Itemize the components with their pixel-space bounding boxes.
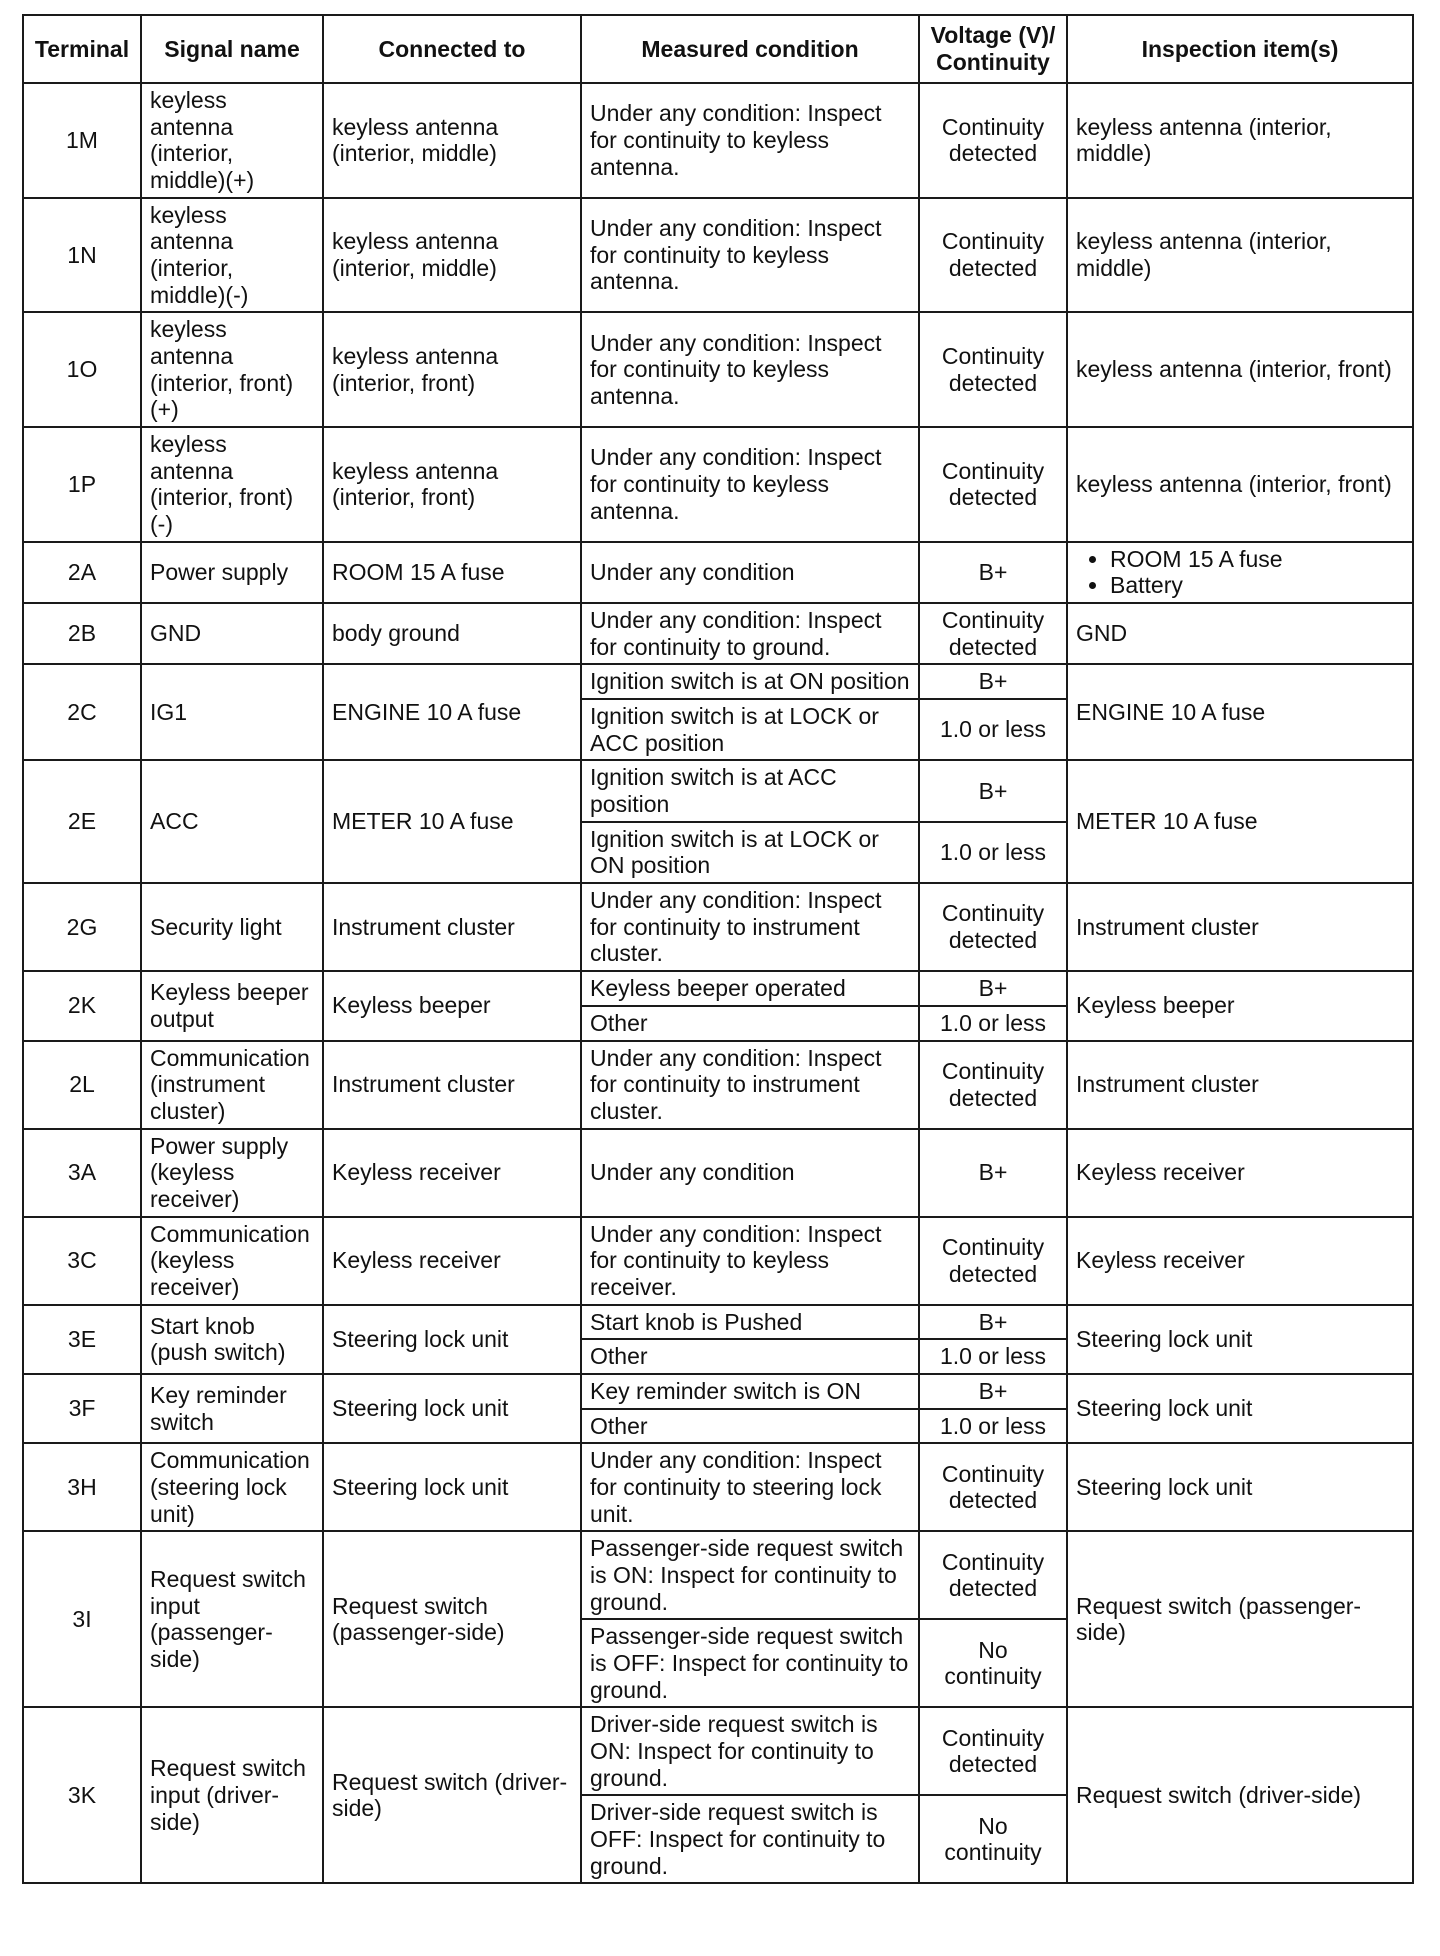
connected-to-cell: Keyless receiver [323,1217,581,1305]
measured-condition-cell: Under any condition [581,1129,919,1217]
connected-to-cell: keyless antenna (interior, middle) [323,83,581,198]
voltage-continuity-cell: 1.0 or less [919,1339,1067,1374]
terminal-cell: 2K [23,971,141,1040]
inspection-items-cell [1067,1041,1413,1129]
measured-condition-cell: Under any condition: Inspect for continuity to keyless receiver. [581,1217,919,1305]
inspection-item: keyless antenna (interior, front) [1076,471,1392,498]
inspection-items-cell [1067,1707,1413,1883]
terminal-cell: 3F [23,1374,141,1443]
connected-to-cell: ROOM 15 A fuse [323,542,581,603]
voltage-continuity-cell: B+ [919,971,1067,1006]
connected-to-cell: Steering lock unit [323,1443,581,1531]
table-row [23,1041,1413,1129]
inspection-items-cell [1067,971,1413,1040]
measured-condition-cell: Key reminder switch is ON [581,1374,919,1409]
measured-condition-cell: Under any condition [581,542,919,603]
measured-condition-cell: Ignition switch is at ON position [581,664,919,699]
inspection-item: Keyless receiver [1076,1247,1245,1274]
inspection-items-cell [1067,883,1413,971]
terminal-cell: 2G [23,883,141,971]
signal-name-cell: Request switch input (driver-side) [141,1707,323,1883]
inspection-item: Steering lock unit [1076,1325,1253,1352]
table-row [23,883,1413,971]
terminal-cell: 2C [23,664,141,760]
table-header [23,15,1413,83]
header-measured-condition: Measured condition [581,15,919,83]
inspection-item: • Battery [1110,572,1404,599]
inspection-items-cell [1067,760,1413,883]
voltage-continuity-cell: B+ [919,1374,1067,1409]
signal-name-cell: keyless antenna (interior, middle)(-) [141,198,323,313]
inspection-item: keyless antenna (interior, middle) [1076,228,1332,282]
table-row [23,1305,1413,1340]
inspection-item: GND [1076,620,1128,647]
measured-condition-cell: Driver-side request switch is ON: Inspect for continuity to ground. [581,1707,919,1795]
measured-condition-cell: Under any condition: Inspect for continuity to keyless antenna. [581,427,919,542]
inspection-items-cell [1067,542,1413,603]
inspection-item: keyless antenna (interior, middle) [1076,113,1332,167]
voltage-continuity-cell: B+ [919,1129,1067,1217]
terminal-inspection-table [22,14,1414,1884]
voltage-continuity-cell: B+ [919,542,1067,603]
signal-name-cell: keyless antenna (interior, middle)(+) [141,83,323,198]
signal-name-cell: keyless antenna (interior, front)(-) [141,427,323,542]
measured-condition-cell: Ignition switch is at ACC position [581,760,919,821]
inspection-items-cell [1067,1305,1413,1374]
inspection-items-cell [1067,1443,1413,1531]
inspection-items-cell [1067,198,1413,313]
table-row [23,312,1413,427]
voltage-continuity-cell: 1.0 or less [919,1006,1067,1041]
inspection-item: METER 10 A fuse [1076,808,1258,835]
signal-name-cell: IG1 [141,664,323,760]
inspection-items-cell [1067,83,1413,198]
measured-condition-cell: Under any condition: Inspect for continuity to instrument cluster. [581,1041,919,1129]
measured-condition-cell: Ignition switch is at LOCK or ACC position [581,699,919,760]
terminal-cell: 3H [23,1443,141,1531]
measured-condition-cell: Under any condition: Inspect for continuity to keyless antenna. [581,83,919,198]
connected-to-cell: Request switch (driver-side) [323,1707,581,1883]
signal-name-cell: Keyless beeper output [141,971,323,1040]
table-row [23,971,1413,1006]
connected-to-cell: keyless antenna (interior, middle) [323,198,581,313]
inspection-items-cell [1067,312,1413,427]
measured-condition-cell: Under any condition: Inspect for continuity to steering lock unit. [581,1443,919,1531]
connected-to-cell: Request switch (passenger-side) [323,1531,581,1707]
inspection-item: Steering lock unit [1076,1395,1253,1422]
measured-condition-cell: Under any condition: Inspect for continuity to keyless antenna. [581,312,919,427]
terminal-cell: 2L [23,1041,141,1129]
voltage-continuity-cell: Continuity detected [919,198,1067,313]
inspection-item: • ROOM 15 A fuse [1110,546,1404,573]
measured-condition-cell: Other [581,1409,919,1444]
terminal-cell: 3C [23,1217,141,1305]
measured-condition-cell: Under any condition: Inspect for continuity to instrument cluster. [581,883,919,971]
inspection-items-cell [1067,1217,1413,1305]
connected-to-cell: Keyless beeper [323,971,581,1040]
signal-name-cell: Communication (instrument cluster) [141,1041,323,1129]
header-signal-name: Signal name [141,15,323,83]
inspection-item: ENGINE 10 A fuse [1076,699,1266,726]
terminal-cell: 3E [23,1305,141,1374]
inspection-items-cell [1067,1374,1413,1443]
signal-name-cell: Communication (keyless receiver) [141,1217,323,1305]
inspection-item: keyless antenna (interior, front) [1076,356,1392,383]
connected-to-cell: Instrument cluster [323,883,581,971]
table-row [23,1707,1413,1795]
inspection-items-cell [1067,1129,1413,1217]
connected-to-cell: body ground [323,603,581,664]
terminal-cell: 2E [23,760,141,883]
signal-name-cell: Communication (steering lock unit) [141,1443,323,1531]
header-connected-to: Connected to [323,15,581,83]
signal-name-cell: ACC [141,760,323,883]
inspection-item: Request switch (passenger-side) [1076,1592,1362,1646]
voltage-continuity-cell: Continuity detected [919,1707,1067,1795]
header-terminal: Terminal [23,15,141,83]
voltage-continuity-cell: B+ [919,664,1067,699]
signal-name-cell: Key reminder switch [141,1374,323,1443]
voltage-continuity-cell: Continuity detected [919,1217,1067,1305]
measured-condition-cell: Passenger-side request switch is ON: Inspect for continuity to ground. [581,1531,919,1619]
connected-to-cell: Keyless receiver [323,1129,581,1217]
voltage-continuity-cell: 1.0 or less [919,1409,1067,1444]
table-row [23,542,1413,603]
connected-to-cell: ENGINE 10 A fuse [323,664,581,760]
inspection-item-list [1076,546,1404,599]
voltage-continuity-cell: Continuity detected [919,603,1067,664]
measured-condition-cell: Passenger-side request switch is OFF: Inspect for continuity to ground. [581,1619,919,1707]
terminal-cell: 3I [23,1531,141,1707]
header-voltage-continuity: Voltage (V)/ Continuity [919,15,1067,83]
signal-name-cell: Power supply [141,542,323,603]
inspection-items-cell [1067,603,1413,664]
measured-condition-cell: Keyless beeper operated [581,971,919,1006]
inspection-item: Request switch (driver-side) [1076,1781,1362,1808]
measured-condition-cell: Under any condition: Inspect for continuity to ground. [581,603,919,664]
voltage-continuity-cell: Continuity detected [919,1443,1067,1531]
signal-name-cell: Power supply (keyless receiver) [141,1129,323,1217]
inspection-item: Keyless receiver [1076,1159,1245,1186]
voltage-continuity-cell: Continuity detected [919,1531,1067,1619]
header-inspection-items: Inspection item(s) [1067,15,1413,83]
inspection-items-cell [1067,664,1413,760]
inspection-item: Instrument cluster [1076,1071,1259,1098]
measured-condition-cell: Other [581,1339,919,1374]
table-row [23,1217,1413,1305]
table-row [23,760,1413,821]
inspection-item: Steering lock unit [1076,1473,1253,1500]
terminal-cell: 2A [23,542,141,603]
signal-name-cell: keyless antenna (interior, front)(+) [141,312,323,427]
connected-to-cell: Steering lock unit [323,1305,581,1374]
table-body [23,83,1413,1883]
terminal-cell: 1P [23,427,141,542]
table-row [23,1374,1413,1409]
signal-name-cell: Start knob (push switch) [141,1305,323,1374]
voltage-continuity-cell: Continuity detected [919,83,1067,198]
voltage-continuity-cell: 1.0 or less [919,822,1067,883]
table-row [23,427,1413,542]
header-row [23,15,1413,83]
table-row [23,83,1413,198]
inspection-item: Instrument cluster [1076,913,1259,940]
connected-to-cell: keyless antenna (interior, front) [323,427,581,542]
voltage-continuity-cell: Continuity detected [919,883,1067,971]
voltage-continuity-cell: No continuity [919,1619,1067,1707]
connected-to-cell: Instrument cluster [323,1041,581,1129]
voltage-continuity-cell: B+ [919,760,1067,821]
connected-to-cell: keyless antenna (interior, front) [323,312,581,427]
voltage-continuity-cell: Continuity detected [919,1041,1067,1129]
inspection-item: Keyless beeper [1076,992,1235,1019]
signal-name-cell: GND [141,603,323,664]
measured-condition-cell: Ignition switch is at LOCK or ON position [581,822,919,883]
terminal-cell: 3A [23,1129,141,1217]
table-row [23,603,1413,664]
measured-condition-cell: Under any condition: Inspect for continuity to keyless antenna. [581,198,919,313]
table-row [23,1443,1413,1531]
signal-name-cell: Security light [141,883,323,971]
terminal-cell: 2B [23,603,141,664]
voltage-continuity-cell: Continuity detected [919,312,1067,427]
measured-condition-cell: Start knob is Pushed [581,1305,919,1340]
table-row [23,664,1413,699]
inspection-items-cell [1067,427,1413,542]
voltage-continuity-cell: 1.0 or less [919,699,1067,760]
voltage-continuity-cell: Continuity detected [919,427,1067,542]
inspection-items-cell [1067,1531,1413,1707]
table-row [23,1531,1413,1619]
signal-name-cell: Request switch input (passenger-side) [141,1531,323,1707]
measured-condition-cell: Other [581,1006,919,1041]
voltage-continuity-cell: No continuity [919,1795,1067,1883]
terminal-cell: 1N [23,198,141,313]
terminal-cell: 1M [23,83,141,198]
table-row [23,198,1413,313]
table-row [23,1129,1413,1217]
voltage-continuity-cell: B+ [919,1305,1067,1340]
measured-condition-cell: Driver-side request switch is OFF: Inspect for continuity to ground. [581,1795,919,1883]
terminal-cell: 3K [23,1707,141,1883]
terminal-table-container [22,14,1412,1884]
terminal-cell: 1O [23,312,141,427]
connected-to-cell: METER 10 A fuse [323,760,581,883]
connected-to-cell: Steering lock unit [323,1374,581,1443]
